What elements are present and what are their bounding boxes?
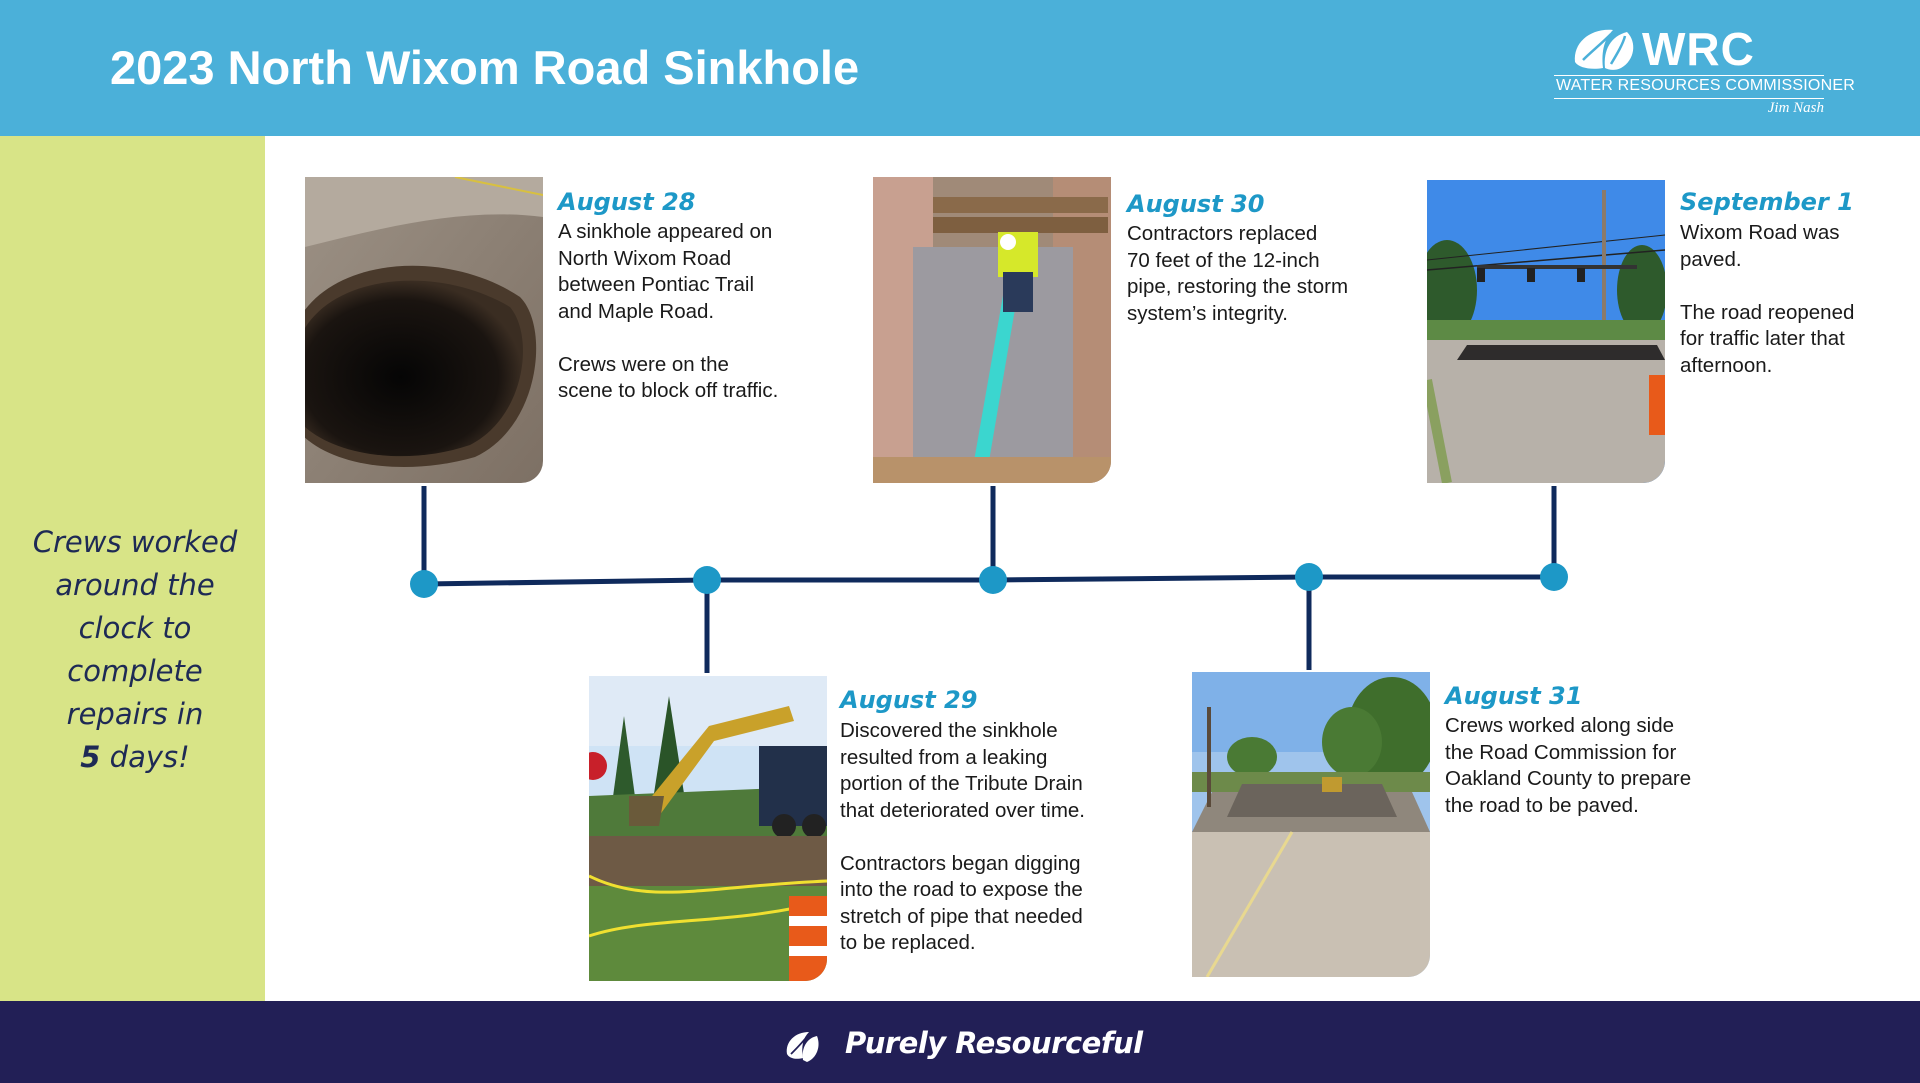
event-date-september-1: September 1: [1680, 188, 1854, 216]
days-count: 5: [80, 740, 101, 774]
footer-tagline: Purely Resourceful: [845, 1026, 1143, 1060]
sidebar-line-4: complete: [67, 654, 203, 688]
paved-road-photo: [1427, 180, 1665, 483]
event-date-august-29: August 29: [840, 686, 978, 714]
logo-organization-name: WATER RESOURCES COMMISSIONER: [1556, 77, 1855, 94]
sidebar-line-3: clock to: [78, 611, 192, 645]
event-desc-august-31: Crews worked along side the Road Commission for Oakland County to prepare the road to be paved.: [1445, 714, 1692, 817]
sidebar-line-1: Crews worked: [32, 525, 238, 559]
event-date-august-30: August 30: [1127, 190, 1265, 218]
timeline-line: [424, 577, 1554, 584]
road-prep-photo: [1192, 672, 1430, 977]
logo-divider-bottom: [1554, 98, 1824, 99]
pipe-trench-photo: [873, 177, 1111, 483]
sidebar-message: [10, 521, 260, 779]
event-date-august-28: August 28: [558, 188, 696, 216]
sidebar-line-6: [10, 736, 260, 779]
timeline-dot-august-30: [979, 566, 1007, 594]
event-desc-september-1: Wixom Road was paved. The road reopened for traffic later that afternoon.: [1680, 221, 1855, 377]
sidebar-line-5: repairs in: [66, 697, 204, 731]
timeline-dot-august-28: [410, 570, 438, 598]
page-title: 2023 North Wixom Road Sinkhole: [110, 41, 860, 94]
header-banner: [0, 0, 1920, 136]
timeline-dot-august-29: [693, 566, 721, 594]
leaf-icon: [781, 1028, 821, 1068]
footer-banner: [0, 1001, 1920, 1083]
event-desc-august-30: Contractors replaced 70 feet of the 12-inch pipe, restoring the storm system’s integrity.: [1127, 222, 1349, 325]
event-desc-august-28: A sinkhole appeared on North Wixom Road between Pontiac Trail and Maple Road. Crews were on the scene to block off traffic.: [558, 220, 779, 402]
logo-divider-top: [1554, 75, 1824, 76]
wrc-logo: [1550, 22, 1855, 122]
sidebar-panel: [0, 136, 265, 1001]
timeline-dot-september-1: [1540, 563, 1568, 591]
timeline-dot-august-31: [1295, 563, 1323, 591]
event-desc-august-29: Discovered the sinkhole resulted from a leaking portion of the Tribute Drain that deteriorated over time. Contractors began digging into the road to expose the stretch of pipe that needed to be replaced.: [840, 719, 1085, 954]
sinkhole-photo: [305, 177, 543, 483]
days-word: days!: [100, 740, 190, 774]
sidebar-line-2: around the: [55, 568, 215, 602]
logo-abbreviation: WRC: [1642, 23, 1755, 75]
excavator-photo: [589, 676, 827, 981]
event-date-august-31: August 31: [1445, 682, 1583, 710]
logo-commissioner-name: Jim Nash: [1767, 100, 1824, 116]
